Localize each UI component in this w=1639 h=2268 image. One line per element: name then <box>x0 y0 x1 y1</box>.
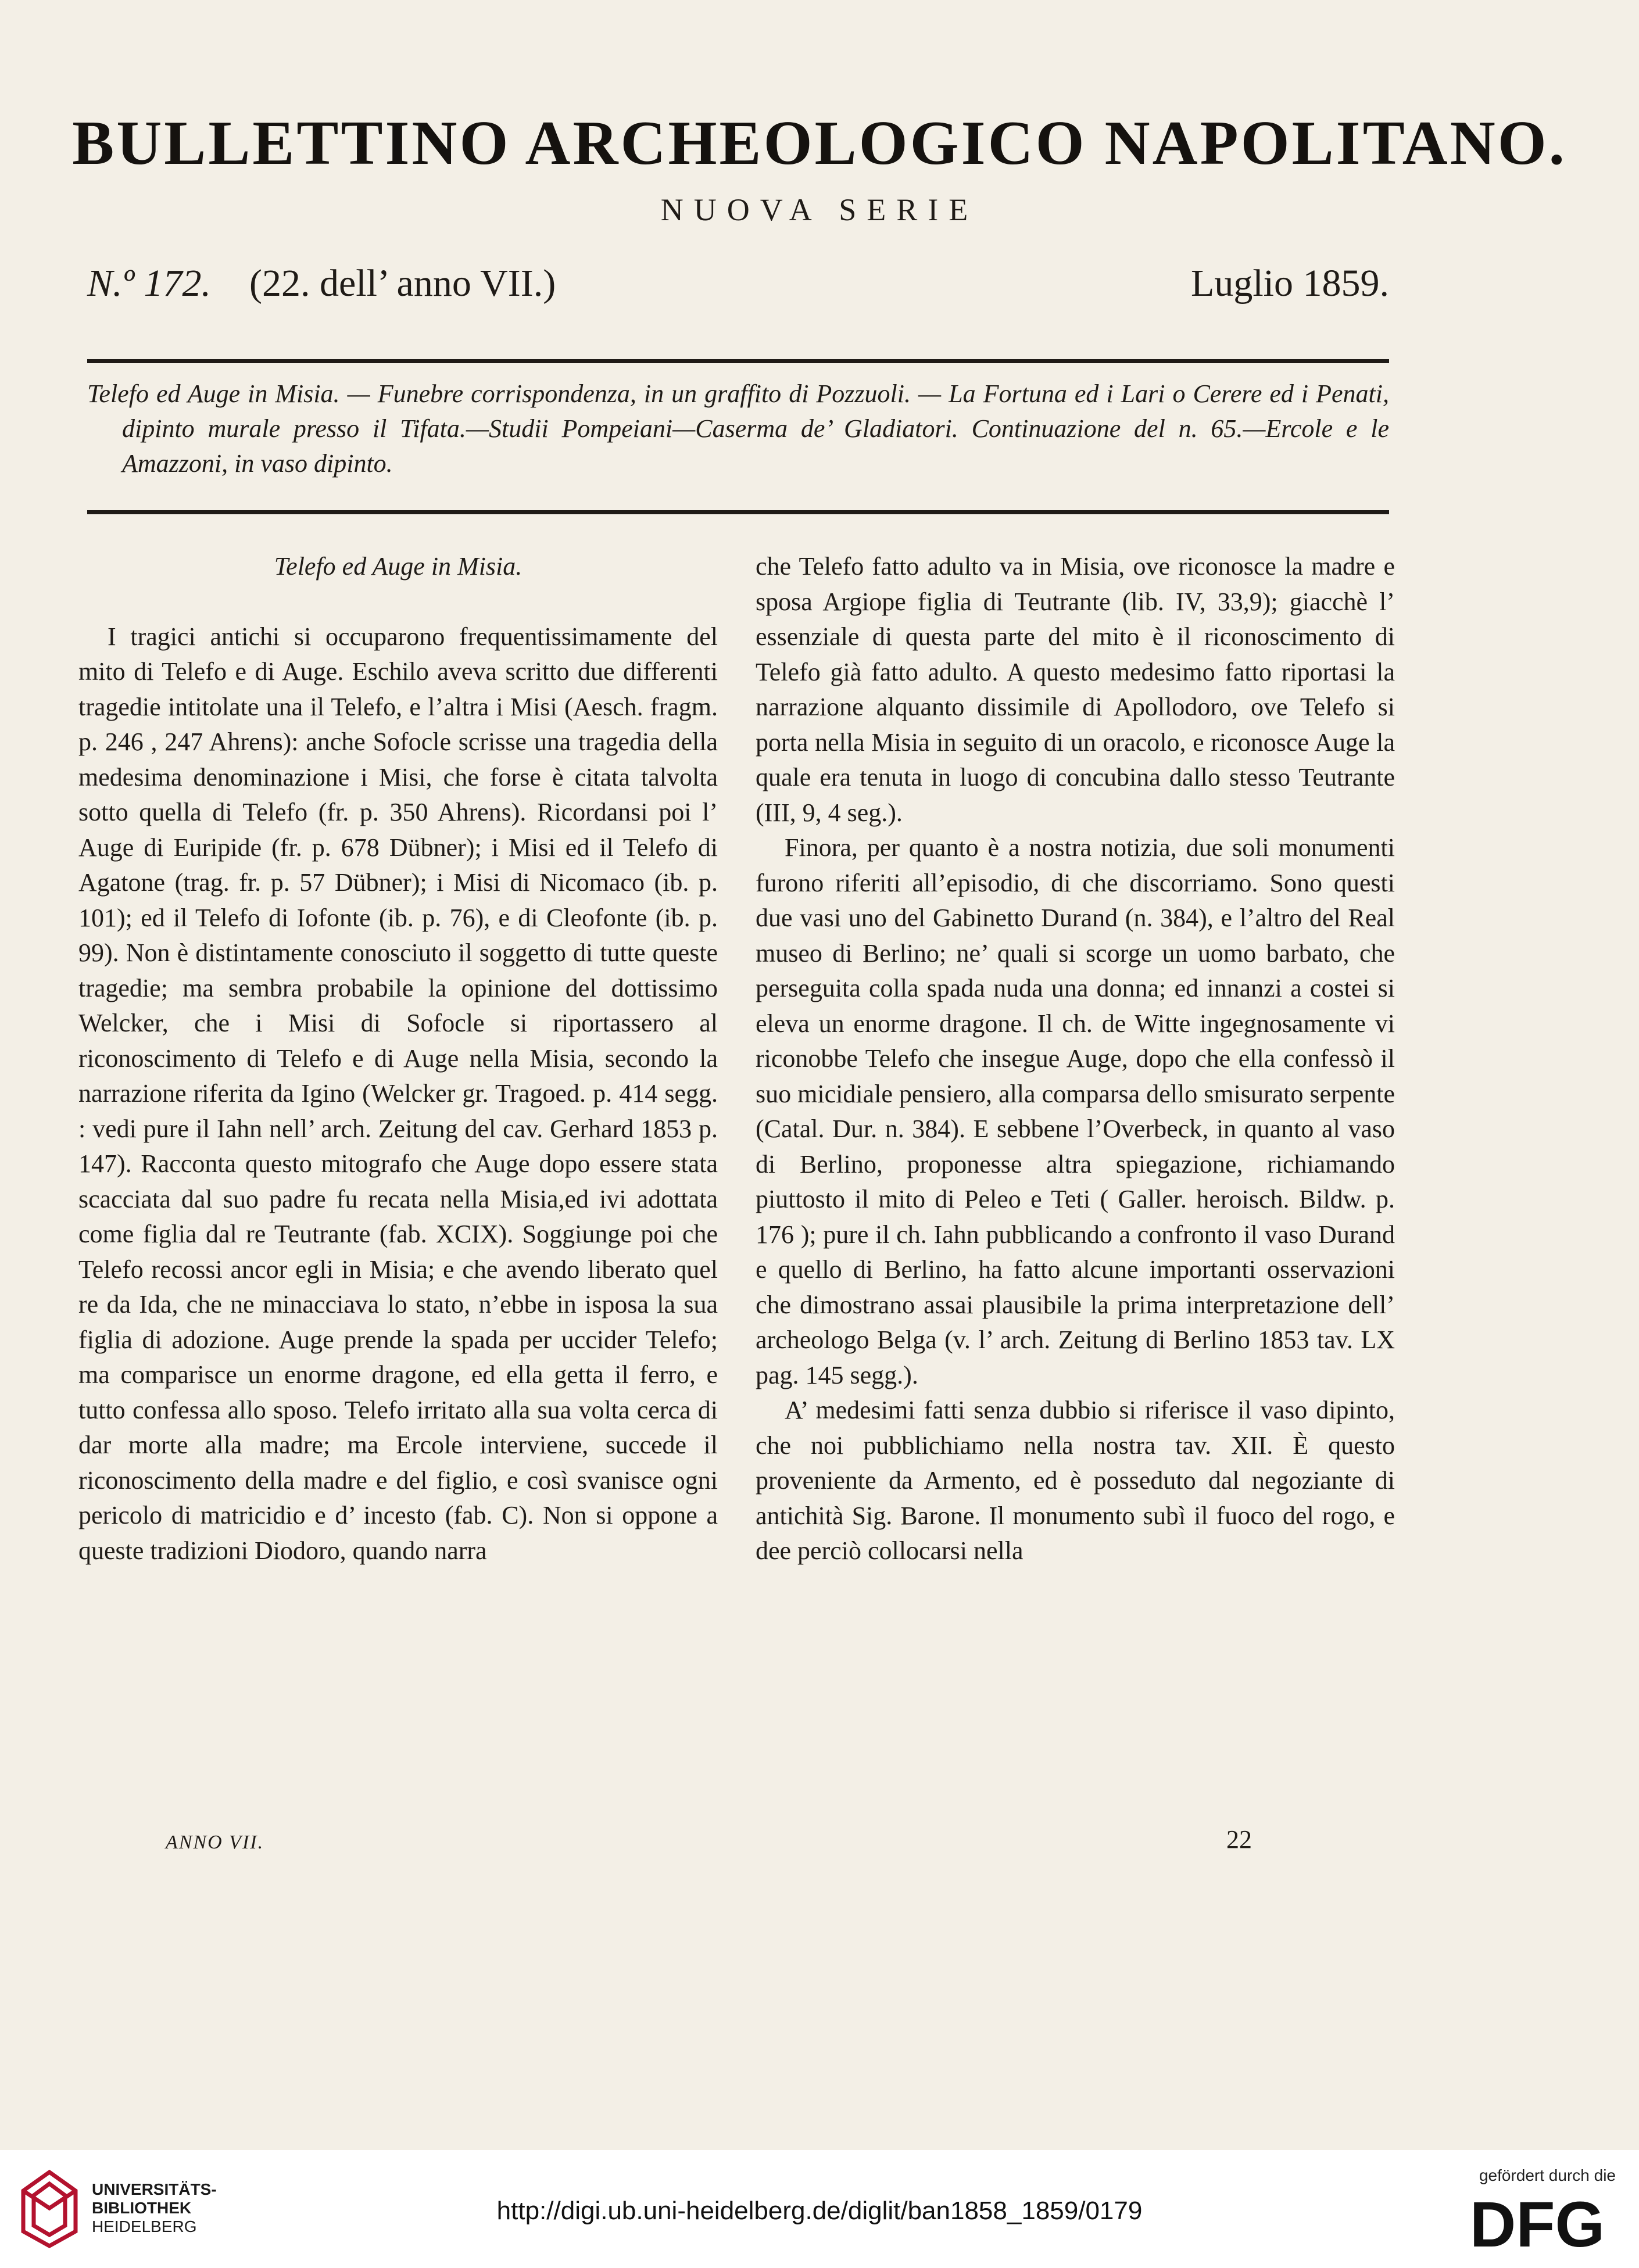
library-name-line: UNIVERSITÄTS- <box>92 2180 217 2198</box>
left-column <box>78 549 718 1568</box>
dfg-logo-icon <box>1459 2190 1616 2253</box>
paragraph: Finora, per quanto è a nostra notizia, due soli monumenti furono riferiti all’episodio, di che discorriamo. Sono questi due vasi uno del Gabinetto Durand (n. 384), e l’altro del Real museo di Berlino; ne’ quali si scorge un uomo barbato, che perseguita colla spada nuda una donna; ed innanzi a costei si eleva un enorme dragone. Il ch. de Witte ingegnosamente vi riconobbe Telefo che insegue Auge, dopo che ella confessò il suo micidiale pensiero, alla comparsa dello smisurato serpente (Catal. Dur. n. 384). E sebbene l’Overbeck, in quanto al vaso di Berlino, proponesse altra spiegazione, richiamando piuttosto il mito di Peleo e Teti ( Galler. heroisch. Bildw. p. 176 ); pure il ch. Iahn pubblicando a confronto il vaso Durand e quello di Berlino, ha fatto alcune importanti osservazioni che dimostrano assai plausibile la prima interpretazione dell’ archeologo Belga (v. l’ arch. Zeitung di Berlino 1853 tav. LX pag. 145 segg.). <box>756 833 1395 1389</box>
page-number: 22 <box>1226 1825 1252 1854</box>
issue-line <box>87 261 1389 306</box>
contents-entry: Telefo ed Auge in Misia. — Funebre corrispondenza, in un graffito di Pozzuoli. — La Fortuna ed i Lari o Cerere ed i Penati, dipinto murale presso il Tifata.—Studii Pompeiani—Caserma de’ Gladiatori. Continuazione del n. 65.—Ercole e le Amazzoni, in vaso dipinto. <box>87 379 1389 478</box>
permalink-url[interactable]: http://digi.ub.uni-heidelberg.de/diglit/ban1858_1859/0179 <box>496 2197 1143 2225</box>
issue-volume: (22. dell’ anno VII.) <box>249 262 556 304</box>
journal-title: BULLETTINO ARCHEOLOGICO NAPOLITANO. <box>72 109 1567 178</box>
dfg-logo-text: DFG <box>1469 2190 1605 2253</box>
series-label: NUOVA SERIE <box>660 192 979 227</box>
paragraph: A’ medesimi fatti senza dubbio si riferisce il vaso dipinto, che noi pubblichiamo nella nostra tav. XII. È questo proveniente da Armento, ed è posseduto dal negoziante di antichità Sig. Barone. Il monumento subì il fuoco del rogo, e dee perciò collocarsi nella <box>756 1396 1395 1565</box>
issue-date: Luglio 1859. <box>1191 262 1389 304</box>
paragraph: I tragici antichi si occuparono frequentissimamente del mito di Telefo e di Auge. Eschilo aveva scritto due differenti tragedie intitolate una il Telefo, e l’altra i Misi (Aesch. fragm. p. 246 , 247 Ahrens): anche Sofocle scrisse una tragedia della medesima denominazione i Misi, che forse è citata talvolta sotto quella di Telefo (fr. p. 350 Ahrens). Ricordansi poi l’ Auge di Euripide (fr. p. 678 Dübner); i Misi ed il Telefo di Agatone (trag. fr. p. 57 Dübner); i Misi di Nicomaco (ib. p. 101); ed il Telefo di Iofonte (ib. p. 76), e di Cleofonte (ib. p. 99). Non è distintamente conosciuto il soggetto di tutte queste tragedie; ma sembra probabile la opinione del dottissimo Welcker, che i Misi di Sofocle si riportassero al riconoscimento di Telefo e di Auge nella Misia, secondo la narrazione riferita da Igino (Welcker gr. Tragoed. p. 414 segg. : vedi pure il Iahn nell’ arch. Zeitung del cav. Gerhard 1853 p. 147). Racconta questo mitografo che Auge dopo essere stata scacciata dal suo padre fu recata nella Misia,ed ivi adottata come figlia dal re Teutrante (fab. XCIX). Soggiunge poi che Telefo recossi ancor egli in Misia; e che avendo liberato quel re da Ida, che ne minacciava lo stato, n’ebbe in isposa la sua figlia di adozione. Auge prende la spada per uccider Telefo; ma comparisce un enorme dragone, ed ella getta il ferro, e tutto confessa allo sposo. Telefo irritato alla sua volta cerca di dar morte alla madre; ma Ercole interviene, succede il riconoscimento della madre e del figlio, e così svanisce ogni pericolo di matricidio e d’ incesto (fab. C). Non si oppone a queste tradizioni Diodoro, quando narra <box>78 622 718 1565</box>
digitization-footer <box>0 2150 1639 2268</box>
right-column <box>756 549 1395 1569</box>
signature-mark: ANNO VII. <box>166 1832 264 1853</box>
issue-number-group <box>87 261 556 306</box>
funding-note: gefördert durch die <box>1479 2166 1616 2184</box>
table-of-contents <box>87 377 1389 481</box>
paragraph: che Telefo fatto adulto va in Misia, ove riconosce la madre e sposa Argiope figlia di Teutrante (lib. IV, 33,9); giacchè l’ essenziale di questa parte del mito è il riconoscimento di Telefo già fatto adulto. A questo medesimo fatto riportasi la narrazione alquanto dissimile di Apollodoro, ove Telefo si porta nella Misia in seguito di un oracolo, e riconosce Auge la quale era tenuta in luogo di concubina dallo stesso Teutrante (III, 9, 4 seg.). <box>756 552 1395 827</box>
issue-number: N.º 172. <box>87 262 211 304</box>
bottom-rule <box>87 510 1389 514</box>
article-title: Telefo ed Auge in Misia. <box>274 552 523 581</box>
library-name-line: HEIDELBERG <box>92 2217 197 2235</box>
top-rule <box>87 359 1389 363</box>
library-name-line: BIBLIOTHEK <box>92 2199 192 2217</box>
